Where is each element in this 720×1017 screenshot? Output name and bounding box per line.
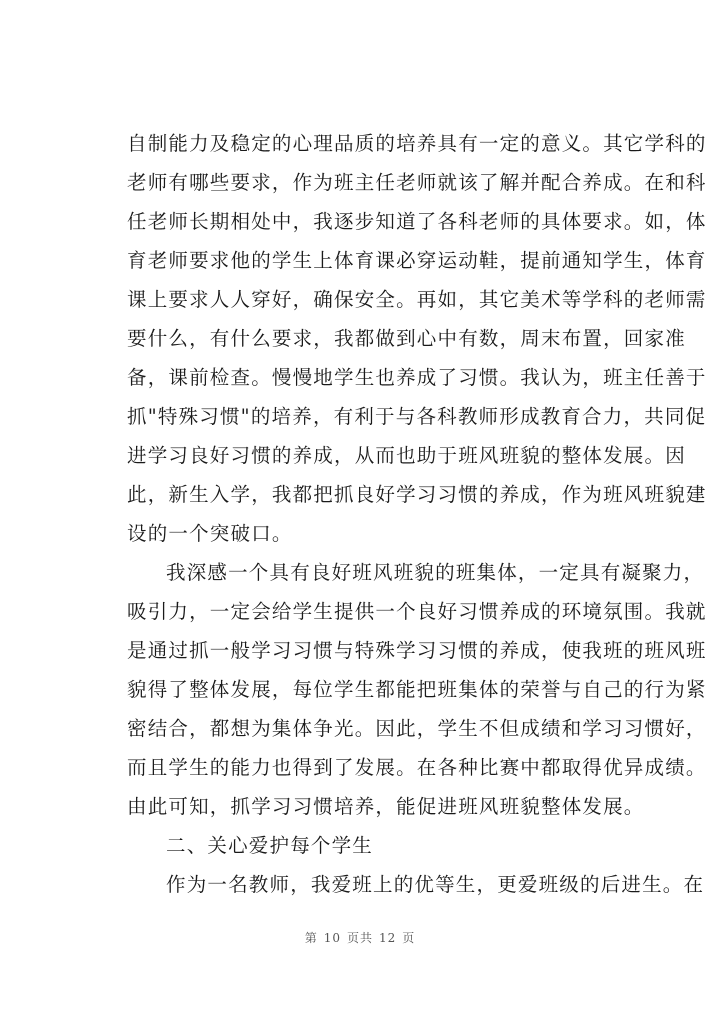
text-line: 任老师长期相处中，我逐步知道了各科老师的具体要求。如，体 <box>127 210 707 233</box>
text-line: 进学习良好习惯的养成，从而也助于班风班貌的整体发展。因 <box>127 444 686 467</box>
text-line: 由此可知，抓学习习惯培养，能促进班风班貌整体发展。 <box>127 795 645 818</box>
text-line: 是通过抓一般学习习惯与特殊学习习惯的养成，使我班的班风班 <box>127 639 707 662</box>
text-line: 备，课前检查。慢慢地学生也养成了习惯。我认为，班主任善于 <box>127 366 707 389</box>
page-label: 第 <box>304 931 318 945</box>
text-line: 吸引力，一定会给学生提供一个良好习惯养成的环境氛围。我就 <box>127 600 707 623</box>
text-line: 抓"特殊习惯"的培养，有利于与各科教师形成教育合力，共同促 <box>127 405 707 428</box>
section-heading: 二、关心爱护每个学生 <box>166 834 374 857</box>
text-line: 课上要求人人穿好，确保安全。再如，其它美术等学科的老师需 <box>127 288 707 311</box>
text-line: 设的一个突破口。 <box>127 522 293 545</box>
paragraph-first-line: 作为一名教师，我爱班上的优等生，更爱班级的后进生。在 <box>166 873 705 896</box>
text-line: 老师有哪些要求，作为班主任老师就该了解并配合养成。在和科 <box>127 171 707 194</box>
paragraph-first-line: 我深感一个具有良好班风班貌的班集体，一定具有凝聚力， <box>166 561 705 584</box>
total-unit: 页 <box>402 931 416 945</box>
page-unit: 页共 <box>346 931 373 945</box>
text-line: 密结合，都想为集体争光。因此，学生不但成绩和学习习惯好， <box>127 717 707 740</box>
total-pages: 12 <box>379 931 397 945</box>
text-line: 自制能力及稳定的心理品质的培养具有一定的意义。其它学科的 <box>127 132 707 155</box>
page-number: 10 <box>323 931 341 945</box>
text-line: 育老师要求他的学生上体育课必穿运动鞋，提前通知学生，体育 <box>127 249 707 272</box>
text-line: 要什么，有什么要求，我都做到心中有数，周末布置，回家准 <box>127 327 686 350</box>
text-line: 貌得了整体发展，每位学生都能把班集体的荣誉与自己的行为紧 <box>127 678 707 701</box>
text-line: 此，新生入学，我都把抓良好学习习惯的养成，作为班风班貌建 <box>127 483 707 506</box>
page-footer <box>0 929 720 946</box>
text-line: 而且学生的能力也得到了发展。在各种比赛中都取得优异成绩。 <box>127 756 707 779</box>
